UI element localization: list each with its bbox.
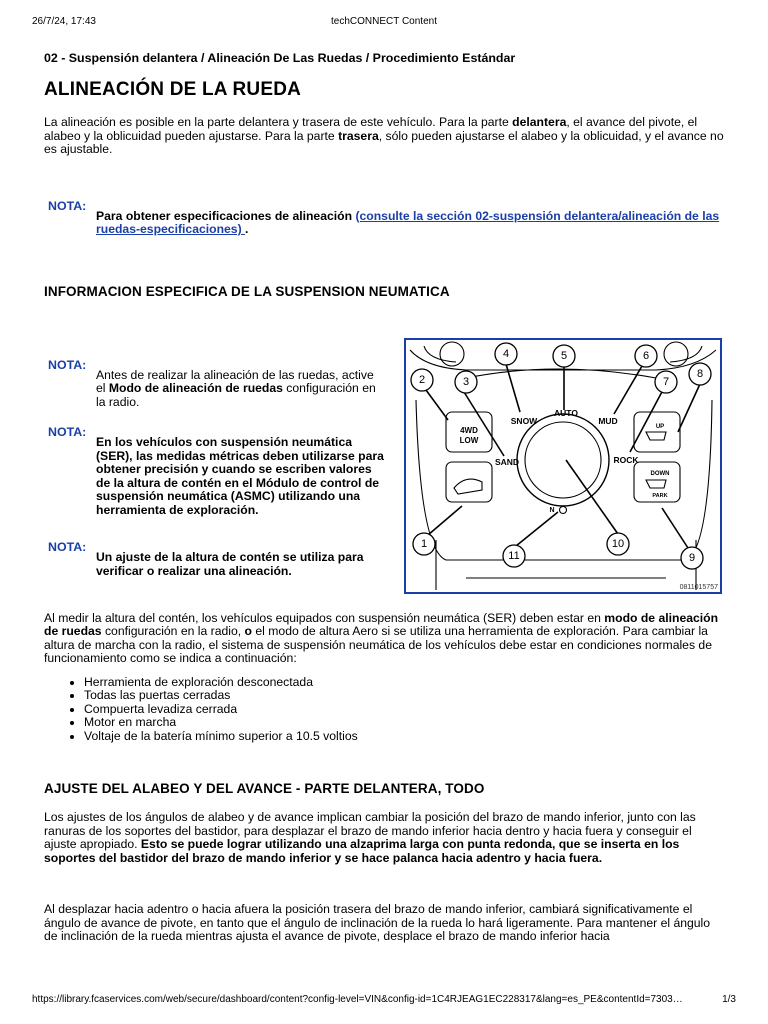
air-suspension-block [44,338,724,590]
camber-caster-paragraph [44,811,724,865]
callout-9: 9 [688,551,696,564]
list-item: • Todas las puertas cerradas [84,689,724,703]
leader-11 [516,512,558,546]
label-park: PARK [652,492,668,499]
intro-bold-rear: trasera [338,128,379,143]
page-url: https://library.fcaservices.com/web/secure/dashboard/content?config-level=VIN&config-id=1C4RJEAG1EC228317&lang=es_PE&contentId=7303… [32,994,683,1005]
label-low: LOW [459,435,479,445]
label-4wd: 4WD [460,425,478,435]
body2-bold-2: o [244,624,252,638]
note1-after: . [245,222,249,236]
breadcrumb: 02 - Suspensión delantera / Alineación De Las Ruedas / Procedimiento Estándar [44,51,516,65]
print-date: 26/7/24, 17:43 [32,16,96,27]
label-up: UP [655,423,665,430]
notes-column [44,338,384,579]
intro-text-2: , el avance del pivote, el alabeo y la oblicuidad pueden ajustarse. Para la parte [44,115,698,143]
callout-2: 2 [418,373,426,386]
hill-descent-icon [454,479,482,494]
body3-bold: Esto se puede lograr utilizando una alzaprima larga con punta redonda, que se inserta en los soportes del bastidor del brazo de mando inferior y se hace palanca hacia adentro y hacia fuera. [44,837,680,865]
print-header [32,16,736,30]
terrain-control-diagram [406,340,720,592]
vent-knob-right [664,342,688,366]
label-snow: SNOW [510,415,538,426]
note1-text: Para obtener especificaciones de alineación [96,208,356,223]
page-title: ALINEACIÓN DE LA RUEDA [44,79,302,100]
callout-4: 4 [502,347,510,360]
intro-text-3: , sólo pueden ajustarse el alabeo y la oblicuidad, y el avance no es ajustable. [44,128,724,156]
note-text: Un ajuste de la altura de contén se utiliza para verificar o realizar una alineación. [96,550,364,578]
curb-height-paragraph [44,612,724,666]
body2-text-1: Al medir la altura del contén, los vehículos equipados con suspensión neumática (SER) deben estar en [44,610,605,625]
selector-knob-outer [517,414,609,506]
note-curb-height [44,540,384,578]
operating-conditions-list [44,676,724,744]
intro-paragraph [44,116,724,157]
neutral-indicator [560,506,567,513]
body3-text: Los ajustes de los ángulos de alabeo y de avance implican cambiar la posición del brazo de mando inferior, junto con las ranuras de los soportes del bastidor, para desplazar el brazo de mando inferior hacia dentro y hacia fuera y conseguir el ajuste apropiado. [44,810,696,851]
print-footer [32,994,736,1008]
page-number: 1/3 [722,994,736,1005]
section-camber-caster-title: AJUSTE DEL ALABEO Y DEL AVANCE - PARTE DELANTERA, TODO [44,781,485,796]
label-sand: SAND [494,456,520,467]
print-title: techCONNECT Content [331,16,437,27]
note-label: NOTA: [48,540,87,554]
ride-down-icon [646,480,666,488]
note-label: NOTA: [48,357,87,372]
callout-10: 10 [611,537,625,550]
body2-text-2: configuración en la radio, [101,624,245,638]
figure-code: 0811015757 [679,583,718,591]
list-item: • Compuerta levadiza cerrada [84,703,724,717]
note-metric-measurements [44,425,384,517]
leader-7 [630,388,664,452]
specifications-link[interactable]: (consulte la sección 02-suspensión delantera/alineación de las ruedas-especificaciones) [96,208,720,236]
leader-2 [426,390,448,420]
ride-up-icon [646,432,666,440]
intro-text-1: La alineación es posible en la parte delantera y trasera de este vehículo. Para la parte [44,115,513,129]
console-outline [416,400,712,560]
control-arm-paragraph: Al desplazar hacia adentro o hacia afuera la posición trasera del brazo de mando inferior, cambiará significativamente el ángulo de avance de pivote, en tanto que el ángulo de inclinación de la rueda lo hará ligeramente. Para mantener el ángulo de inclinación de la rueda mientras ajusta el avance de pivote, desplace el brazo de mando inferior hacia [44,902,711,943]
callout-7: 7 [662,375,670,388]
note-label: NOTA: [48,425,87,439]
leader-1 [428,506,462,535]
note-text: En los vehículos con suspensión neumática (SER), las medidas métricas deben utilizarse para obtener precisión y cuando se escriben valores de la altura de contén en el Módulo de control de suspensión neumática (ASMC) utilizando una herramienta de exploración. [96,435,384,517]
callout-8: 8 [696,367,704,380]
selector-knob-inner [525,422,601,498]
list-item: • Motor en marcha [84,716,724,730]
leader-8 [678,384,700,432]
body2-text-3: el modo de altura Aero si se utiliza una herramienta de exploración. Para cambiar la altura de marcha con la radio, el sistema de suspensión neumática de los vehículos debe estar en condiciones normales de funcionamiento como se indica a continuación: [44,624,712,665]
label-rock: ROCK [613,454,639,465]
label-down: DOWN [650,470,670,477]
list-item: • Herramienta de exploración desconectada [84,676,724,690]
callout-6: 6 [642,349,650,362]
note-label: NOTA: [48,198,87,213]
section-air-suspension-title: INFORMACION ESPECIFICA DE LA SUSPENSION NEUMATICA [44,283,450,299]
note-wheel-alignment-mode [44,358,384,410]
callout-11: 11 [508,549,520,562]
note-text [96,358,384,410]
body2-bold-1: modo de alineación de ruedas [44,610,719,638]
intro-bold-front: delantera [512,115,567,129]
callout-1: 1 [420,537,428,550]
label-n: N [549,506,555,514]
leader-3 [464,392,504,456]
note2-bold: Modo de alineación de ruedas [108,381,283,395]
label-auto: AUTO [554,407,578,418]
leader-9 [662,508,688,548]
note-text [96,199,724,237]
vent-knob-left [440,342,464,366]
note2-text-2: configuración en la radio. [96,381,376,409]
note2-text-1: Antes de realizar la alineación de las ruedas, active el [96,367,374,395]
button-hill-descent [446,462,492,502]
document-content [44,50,724,944]
label-mud: MUD [598,415,618,426]
note-alignment-specs [44,199,724,237]
list-item: • Voltaje de la batería mínimo superior a 10.5 voltios [84,730,724,744]
terrain-selector-figure [404,338,722,594]
callout-3: 3 [462,375,470,388]
callout-5: 5 [560,349,568,362]
